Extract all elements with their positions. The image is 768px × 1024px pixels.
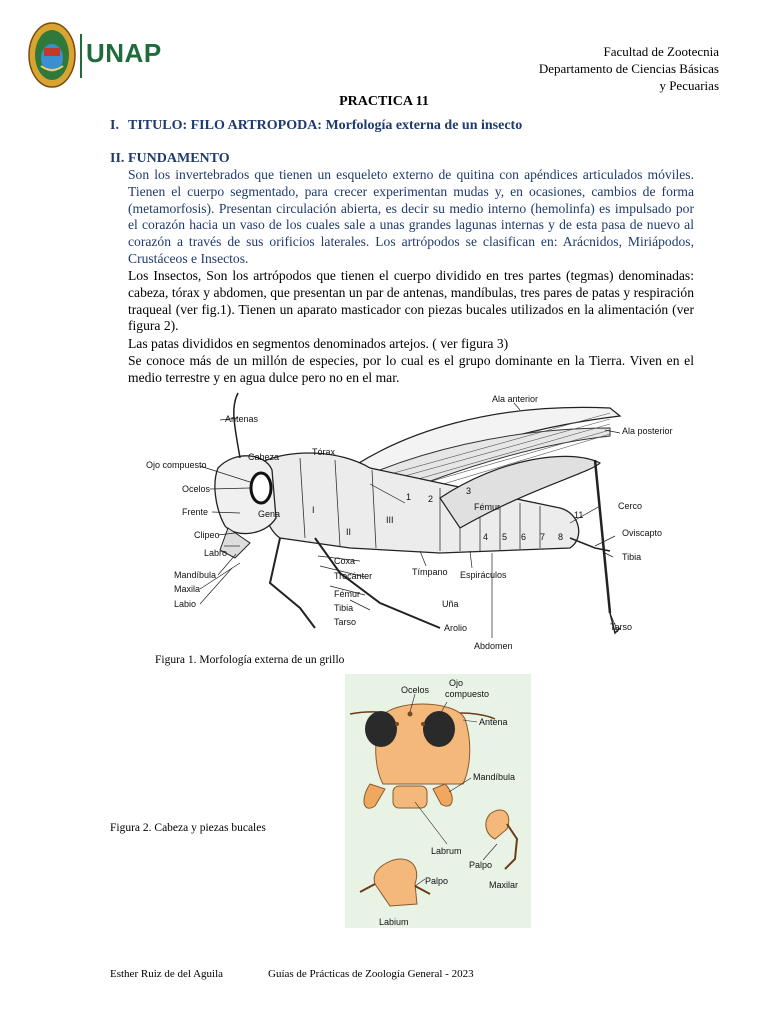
label-femur: Fémur xyxy=(474,502,501,512)
label-seg-I: I xyxy=(312,505,315,515)
label-oviscapto: Oviscapto xyxy=(622,528,663,538)
label-ojo-compuesto: Ojo compuesto xyxy=(146,460,207,470)
label-abdomen: Abdomen xyxy=(474,641,513,651)
footer-guide: Guías de Prácticas de Zoología General - 2023 xyxy=(268,968,474,980)
section1-heading: TITULO: FILO ARTROPODA: Morfología externa de un insecto xyxy=(128,118,523,133)
section2-heading: FUNDAMENTO xyxy=(128,151,230,166)
label-seg-11: 11 xyxy=(574,510,584,520)
fig2-label-compuesto: compuesto xyxy=(445,689,490,699)
label-labro: Labro xyxy=(204,548,228,558)
label-coxa: Coxa xyxy=(334,556,356,566)
logo-text: UNAP xyxy=(86,38,162,68)
label-seg-4: 4 xyxy=(483,532,489,542)
fig2-label-ojo: Ojo xyxy=(449,678,464,688)
logo-divider xyxy=(80,34,82,78)
label-trocanter: Trocánter xyxy=(334,571,373,581)
label-seg-II: II xyxy=(346,527,352,537)
label-torax: Tórax xyxy=(312,447,336,457)
label-seg-3: 3 xyxy=(466,486,472,496)
label-frente: Frente xyxy=(182,507,209,517)
label-ala-posterior: Ala posterior xyxy=(622,426,673,436)
footer-author: Esther Ruiz de del Aguila xyxy=(110,968,224,980)
label-clipeo: Clipeo xyxy=(194,530,220,540)
label-una: Uña xyxy=(442,599,459,609)
department-line: Departamento de Ciencias Básicas xyxy=(538,61,719,76)
figure2-caption: Figura 2. Cabeza y piezas bucales xyxy=(110,822,266,834)
label-seg-III: III xyxy=(386,515,394,525)
label-femur-leg: Fémur xyxy=(334,589,361,599)
label-seg-6: 6 xyxy=(521,532,527,542)
label-cerco: Cerco xyxy=(618,501,643,511)
fig2-label-mandibula: Mandíbula xyxy=(473,772,516,782)
label-ala-anterior: Ala anterior xyxy=(492,394,539,404)
fig2-label-labium: Labium xyxy=(379,917,409,927)
fig2-label-palpo-1: Palpo xyxy=(469,860,493,870)
label-tarso-leg: Tarso xyxy=(334,617,357,627)
label-tarso: Tarso xyxy=(610,622,633,632)
label-ocelos: Ocelos xyxy=(182,484,211,494)
fig2-label-labrum: Labrum xyxy=(431,846,462,856)
department-line-2: y Pecuarias xyxy=(659,78,719,93)
label-maxila: Maxila xyxy=(174,584,201,594)
fundamento-paragraph-1: Son los invertebrados que tienen un esqueleto externo de quitina con apéndices articulados móviles. Tienen el cuerpo segmentado, para crecer experimentan mudas y, en ocasiones, cambios de forma (metamorfosis). Presentan circulación abierta, es decir su medio interno (hemolinfa) es impulsado por el corazón hacia un vaso de los cuales sale a unas grandes lagunas internas y de esta pasa de nuevo al corazón a través de sus orificios laterales. Los artrópodos se clasifican en: Arácnidos, Miriápodos, Crustáceos e Insectos. xyxy=(128,167,694,266)
fundamento-paragraph-3: Las patas divididos en segmentos denominados artejos. ( ver figura 3) xyxy=(128,336,509,351)
section1-number: I. xyxy=(110,118,119,133)
figure1-caption: Figura 1. Morfología externa de un grillo xyxy=(155,654,345,666)
label-cabeza: Cabeza xyxy=(248,452,280,462)
fig2-label-palpo-2: Palpo xyxy=(425,876,449,886)
label-timpano: Tímpano xyxy=(412,567,448,577)
fig2-label-maxilar: Maxilar xyxy=(489,880,519,890)
label-mandibula: Mandíbula xyxy=(174,570,217,580)
label-labio: Labio xyxy=(174,599,197,609)
label-espiraculos: Espiráculos xyxy=(460,570,507,580)
label-antenas: Antenas xyxy=(225,414,259,424)
institution-block xyxy=(539,43,719,94)
label-seg-1: 1 xyxy=(406,492,412,502)
fig2-label-antena: Antena xyxy=(479,717,508,727)
label-seg-5: 5 xyxy=(502,532,508,542)
label-gena: Gena xyxy=(258,509,281,519)
label-arolio: Arolio xyxy=(444,623,468,633)
fundamento-paragraph-2: Los Insectos, Son los artrópodos que tienen el cuerpo dividido en tres partes (tegmas) denominadas: cabeza, tórax y abdomen, que presentan un par de antenas, mandíbulas, tres pares de patas y respiración traqueal (ver fig.1). Tienen un aparato masticador con piezas bucales utilizados en la alimentación (ver figura 2). xyxy=(128,268,694,334)
university-seal xyxy=(28,22,76,88)
fig2-label-ocelos: Ocelos xyxy=(401,685,430,695)
cricket-morphology-figure xyxy=(140,388,680,653)
label-seg-2: 2 xyxy=(428,494,434,504)
head-mouthparts-figure xyxy=(345,674,531,928)
label-seg-8: 8 xyxy=(558,532,564,542)
practice-title: PRACTICA 11 xyxy=(339,94,429,109)
faculty-line: Facultad de Zootecnia xyxy=(603,44,719,59)
label-tibia: Tibia xyxy=(622,552,642,562)
label-seg-7: 7 xyxy=(540,532,546,542)
fundamento-paragraph-4: Se conoce más de un millón de especies, por lo cual es el grupo dominante en la Tierra. Viven en el medio terrestre y en agua dulce pero no en el mar. xyxy=(128,353,694,385)
label-tibia-leg: Tibia xyxy=(334,603,354,613)
section2-number: II. xyxy=(110,151,125,166)
